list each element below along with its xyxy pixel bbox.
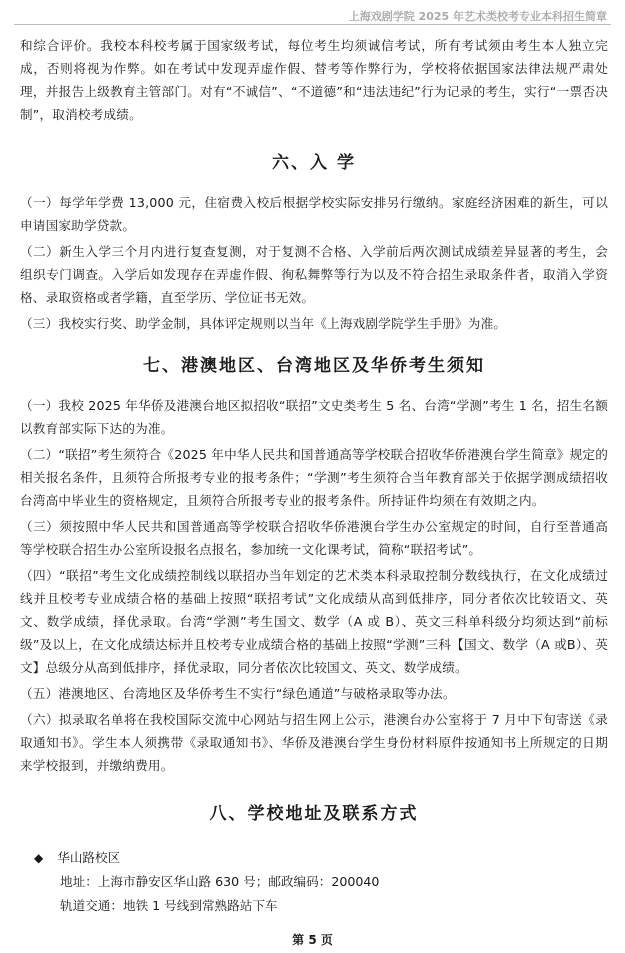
running-header: 上海戏剧学院 2025 年艺术类校考专业本科招生简章 [348,10,607,23]
section-6-paragraph-3: （三）我校实行奖、助学金制，具体评定规则以当年《上海戏剧学院学生手册》为准。 [20,316,507,331]
page-number: 第 5 页 [292,933,333,947]
campus-transit: 轨道交通：地铁 1 号线到常熟路站下车 [60,898,278,913]
section-7-paragraph-2: （二）“联招”考生须符合《2025 年中华人民共和国普通高等学校联合招收华侨港澳台学生简章》规定的相关报名条件，且须符合所报考专业的报考条件；“学测”考生须符合当年教育部关于依据学测成绩招收台湾高中毕业生的资格规定，且须符合所报考专业的报考条件。所持证件均须在有效期之内。 [20,447,608,508]
section-6-paragraph-1: （一）每学年学费 13,000 元，住宿费入校后根据学校实际安排另行缴纳。家庭经济困难的新生，可以申请国家助学贷款。 [20,195,608,233]
section-7-heading: 七、港澳地区、台湾地区及华侨考生须知 [143,356,485,376]
campus-address: 地址：上海市静安区华山路 630 号；邮政编码：200040 [60,874,380,889]
document-body [20,34,608,918]
campus-block [34,846,608,918]
header-divider [14,24,611,25]
diamond-icon: ◆ [34,851,44,865]
section-7-paragraph-4: （四）“联招”考生文化成绩控制线以联招办当年划定的艺术类本科录取控制分数线执行，在文化成绩过线并且校考专业成绩合格的基础上按照“联招考试”文化成绩从高到低排序，同分者依次比较语文、英文、数学成绩，择优录取。台湾“学测”考生国文、数学（A 或 B）、英文三科单科级分均须达到“前标级”及以上，在文化成绩达标并且校考专业成绩合格的基础上按照“学测”三科【国文、数学（A 或B）、英文】总级分从高到低排序，择优录取，同分者依次比较国文、英文、数学成绩。 [20,568,608,675]
campus-name: 华山路校区 [57,850,121,865]
section-8-heading: 八、学校地址及联系方式 [209,804,419,824]
intro-paragraph: 和综合评价。我校本科校考属于国家级考试，每位考生均须诚信考试，所有考试须由考生本人独立完成，否则将视为作弊。如在考试中发现弄虚作假、替考等作弊行为，学校将依据国家法律法规严肃处理，并报告上级教育主管部门。对有“不诚信”、“不道德”和“违法违纪”行为记录的考生，实行“一票否决制”，取消校考成绩。 [20,38,608,122]
section-6-heading: 六、入 学 [272,153,356,173]
campus-name-row [34,846,608,870]
section-6-paragraph-2: （二）新生入学三个月内进行复查复测，对于复测不合格、入学前后两次测试成绩差异显著的考生，会组织专门调查。入学后如发现存在弄虚作假、徇私舞弊等行为以及不符合招生录取条件者，取消入学资格、录取资格或者学籍，直至学历、学位证书无效。 [20,244,608,305]
section-7-paragraph-6: （六）拟录取名单将在我校国际交流中心网站与招生网上公示，港澳台办公室将于 7 月中下旬寄送《录取通知书》。学生本人须携带《录取通知书》、华侨及港澳台学生身份材料原件按通知书上所规定的日期来学校报到，并缴纳费用。 [20,712,608,773]
section-7-paragraph-1: （一）我校 2025 年华侨及港澳台地区拟招收“联招”文史类考生 5 名、台湾“学测”考生 1 名，招生名额以教育部实际下达的为准。 [20,398,608,436]
section-7-paragraph-5: （五）港澳地区、台湾地区及华侨考生不实行“绿色通道”与破格录取等办法。 [20,686,456,701]
section-7-paragraph-3: （三）须按照中华人民共和国普通高等学校联合招收华侨港澳台学生办公室规定的时间，自行至普通高等学校联合招生办公室所设报名点报名，参加统一文化课考试，简称“联招考试”。 [20,519,608,557]
